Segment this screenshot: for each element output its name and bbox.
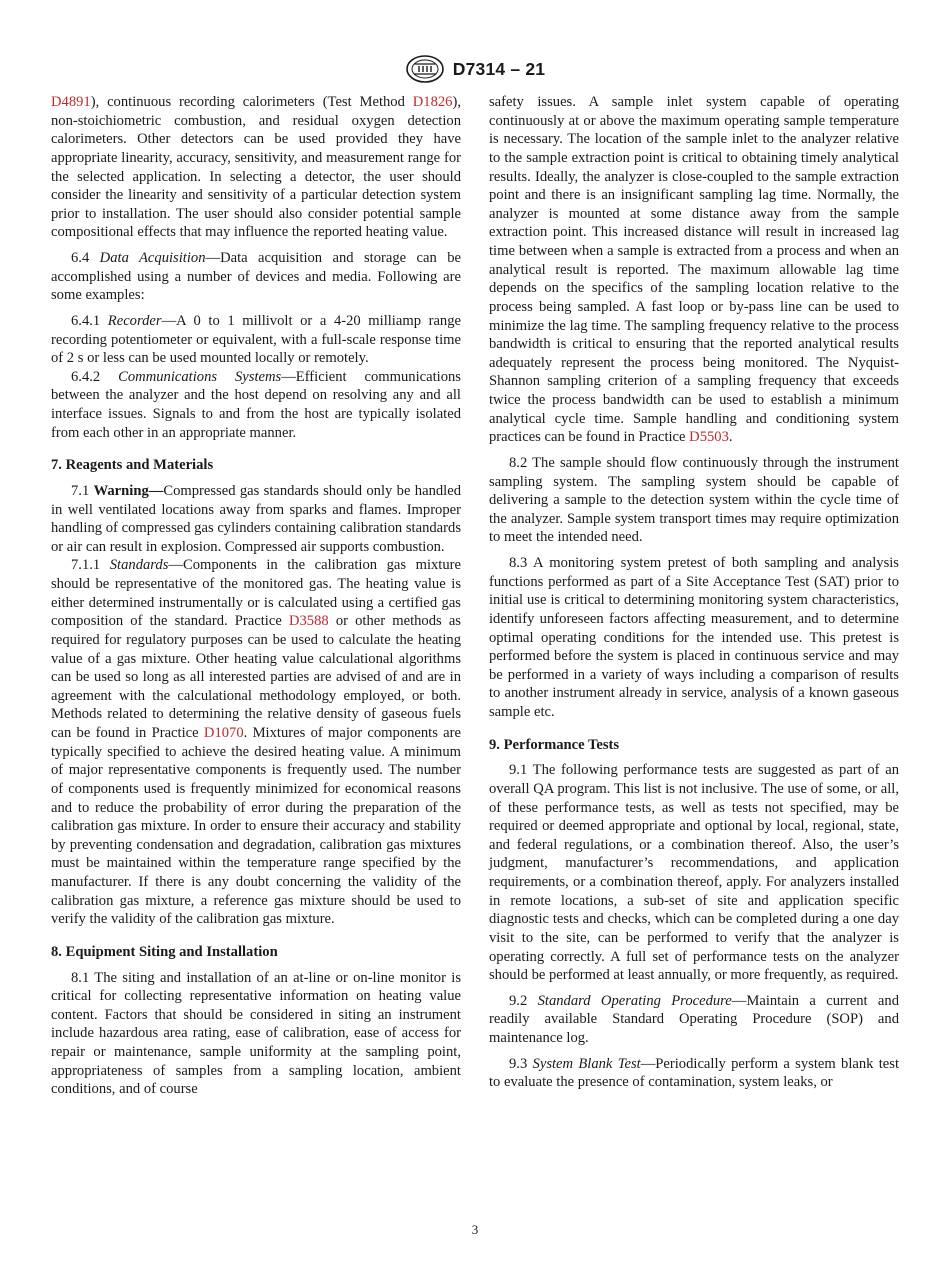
- paragraph-9-3: 9.3 System Blank Test—Periodically perform a system blank test to evaluate the presence of contamination, system leaks, or: [489, 1055, 900, 1091]
- astm-logo-icon: [405, 54, 445, 84]
- link-d3588[interactable]: D3588: [288, 613, 329, 630]
- right-column: [489, 93, 899, 1099]
- paragraph-8-1-cont: safety issues. A sample inlet system capable of operating continuously at or above the maximum operating sample temperature is necessary. The location of the sample inlet to the analyzer relative to the sample extraction point is critical to obtaining timely analytical results. Ideally, the analyzer is close-coupled to the sample extraction point and there is an insignificant sampling lag time. Normally, the analyzer is mounted at some distance away from the sample extraction point. This increased distance will result in increased lag time between when a sample is extracted from a process and when an analytical result is reported. The maximum allowable lag time depends on the specifics of the sampling location relative to the process being sampled. A fast loop or by-pass line can be used to minimize the lag time. The sampling frequency relative to the process bandwidth is critical to ensuring that the reported analytical results adequately represent the process being monitored. The Nyquist-Shannon sampling criterion of a sampling frequency that exceeds twice the process bandwidth can be used to establish a minimum analytical cycle time. Sample handling and conditioning system practices can be found in Practice D5503.: [489, 94, 899, 446]
- paragraph-7-1-1: 7.1.1 Standards—Components in the calibration gas mixture should be representative of the monitored gas. The heating value is either determined instrumentally or is calculated using a certified gas composition of the standard. Practice D3588 or other methods as required for regulatory purposes can be used to calculate the heating value of a gas mixture. Other heating value calculational algorithms can be used so long as all interested parties are advised of and are in agreement with the calculational methodology employed, or both. Methods related to determining the relative density of gaseous fuels can be found in Practice D1070. Mixtures of major components are typically specified to achieve the desired heating value. A minimum of major representative components is frequently used. The number of components used is frequently minimized for economical reasons and to reduce the probability of error during the preparation of the calibration gas mixture. In order to ensure their accuracy and stability by preventing condensation and degradation, calibration gas mixtures must be maintained within the temperature range specified by the manufacturer. If there is any doubt concerning the validity of the calibration gas mixture, a reference gas mixture should be used to verify the validity of the calibration gas mixture.: [51, 557, 461, 928]
- paragraph-6-4-2: 6.4.2 Communications Systems—Efficient communications between the analyzer and the host depend on resolving any and all interface issues. Signals to and from the host are typically isolated from each other in an appropriate manner.: [51, 368, 461, 441]
- paragraph-8-2: 8.2 The sample should flow continuously through the instrument sampling system. The sampling system should be capable of delivering a sample to the detection system within the cycle time of the analyzer. Sample system transport times may require optimization to meet the intended need.: [489, 454, 899, 546]
- paragraph-7-1: 7.1 Warning—Compressed gas standards should only be handled in well ventilated locations away from sparks and flames. Improper handling of compressed gas cylinders containing calibration standards or air can result in explosion. Compressed air supports combustion.: [51, 482, 461, 555]
- paragraph-9-2: 9.2 Standard Operating Procedure—Maintain a current and readily available Standard Operating Procedure (SOP) and maintenance log.: [489, 992, 899, 1046]
- page-number: 3: [471, 1222, 479, 1237]
- left-column: [51, 93, 461, 1106]
- section-heading-8: 8. Equipment Siting and Installation: [51, 943, 278, 960]
- page-header: [0, 52, 950, 86]
- section-heading-7: 7. Reagents and Materials: [51, 457, 214, 474]
- paragraph-6-4-1: 6.4.1 Recorder—A 0 to 1 millivolt or a 4-20 milliamp range recording potentiometer or equivalent, with a full-scale response time of 2 s or less can be used mounted locally or remotely.: [51, 312, 461, 367]
- paragraph-9-1: 9.1 The following performance tests are suggested as part of an overall QA program. This list is not inclusive. The use of some, or all, of these performance tests, as well as tests not specified, may be required or deemed appropriate and optional by local, regional, state, and federal regulations, or a combination thereof. Also, the user’s judgment, manufacturer’s recommendations, and application requirements, or a combination thereof, apply. For analyzers installed in remote locations, a sub-set of site and application specific diagnostic tests and checks, which can be completed during a one day visit to the site, can be performed to verify that the analyzer is operating correctly. A full set of performance tests on the analyzer should be performed at least annually, or more frequently, as required.: [489, 762, 899, 984]
- section-heading-9: 9. Performance Tests: [489, 736, 620, 753]
- link-d1826[interactable]: D1826: [412, 94, 453, 110]
- paragraph-8-3: 8.3 A monitoring system pretest of both sampling and analysis functions performed as part of a Site Acceptance Test (SAT) prior to initial use is critical to determining monitoring system characteristics, identify unforeseen factors affecting measurement, and to determine optimal operating conditions for the intended use. This pretest is performed before the system is placed in continuous service and may be performed in a variety of ways including a comparison of results to another instrument already in service, analysis of a known gaseous sample etc.: [489, 555, 899, 720]
- link-d4891[interactable]: D4891: [51, 94, 91, 110]
- paragraph-8-1: 8.1 The siting and installation of an at-line or on-line monitor is critical for collecting representative information on heating value content. Factors that should be considered in siting an instrument include hazardous area rating, ease of calibration, ease of access for repair or maintenance, sample uniformity at the sampling point, appropriateness of samples from a sampling location, ambient conditions, and of course: [51, 969, 461, 1098]
- link-d1070[interactable]: D1070: [203, 725, 244, 741]
- link-d5503[interactable]: D5503: [689, 429, 729, 446]
- paragraph-6-4: 6.4 Data Acquisition—Data acquisition and storage can be accomplished using a number of devices and media. Following are some examples:: [51, 250, 462, 304]
- document-designation: D7314 – 21: [452, 58, 546, 79]
- paragraph-6-3-cont: D4891), continuous recording calorimeters (Test Method D1826), non-stoichiometric combustion, and residual oxygen detection calorimeters. Other detectors can be used provided they have appropriate linearity, accuracy, sensitivity, and measurement range for the selected application. In selecting a detector, the user should consider the linearity and sensitivity of a particular detection system prior to installation. The user should also consider potential sample compositional effects that may influence the reported heating value.: [51, 94, 461, 241]
